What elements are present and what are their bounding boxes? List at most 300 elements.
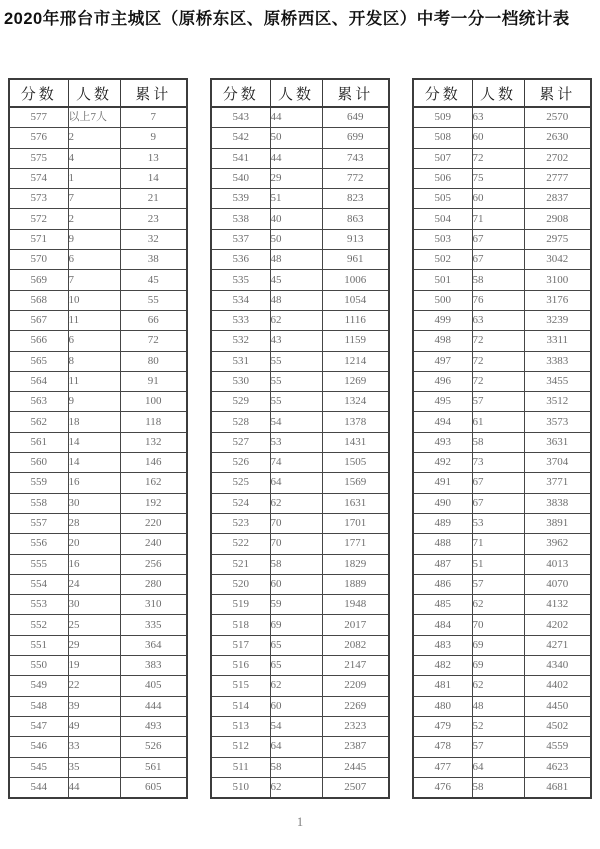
count-cell: 70	[270, 534, 322, 554]
count-cell: 16	[68, 554, 120, 574]
cumulative-cell: 743	[322, 148, 389, 168]
cumulative-cell: 1378	[322, 412, 389, 432]
count-cell: 44	[270, 148, 322, 168]
table-row	[413, 453, 591, 473]
table-row	[413, 635, 591, 655]
table-row	[413, 473, 591, 493]
cumulative-cell: 3512	[524, 392, 591, 412]
count-cell: 58	[270, 554, 322, 574]
table-row	[413, 777, 591, 798]
table-row	[211, 229, 389, 249]
table-row	[9, 716, 187, 736]
cumulative-cell: 961	[322, 250, 389, 270]
table-row	[211, 716, 389, 736]
cumulative-cell: 405	[120, 676, 187, 696]
cumulative-cell: 1948	[322, 595, 389, 615]
count-cell: 40	[270, 209, 322, 229]
score-cell: 492	[413, 453, 472, 473]
count-cell: 48	[270, 290, 322, 310]
cumulative-cell: 772	[322, 168, 389, 188]
table-row	[9, 331, 187, 351]
score-cell: 557	[9, 513, 68, 533]
count-cell: 73	[472, 453, 524, 473]
cumulative-cell: 4559	[524, 737, 591, 757]
cumulative-cell: 7	[120, 107, 187, 128]
score-cell: 490	[413, 493, 472, 513]
count-cell: 11	[68, 310, 120, 330]
cumulative-cell: 2507	[322, 777, 389, 798]
cumulative-cell: 2777	[524, 168, 591, 188]
count-cell: 72	[472, 371, 524, 391]
score-cell: 522	[211, 534, 270, 554]
score-cell: 529	[211, 392, 270, 412]
score-cell: 549	[9, 676, 68, 696]
count-cell: 63	[472, 310, 524, 330]
table-row	[9, 615, 187, 635]
count-cell: 24	[68, 574, 120, 594]
score-cell: 559	[9, 473, 68, 493]
score-cell: 510	[211, 777, 270, 798]
cumulative-cell: 3573	[524, 412, 591, 432]
score-cell: 576	[9, 128, 68, 148]
table-row	[211, 554, 389, 574]
score-cell: 521	[211, 554, 270, 574]
table-row	[211, 107, 389, 128]
count-cell: 62	[270, 493, 322, 513]
score-cell: 497	[413, 351, 472, 371]
table-row	[211, 656, 389, 676]
score-cell: 553	[9, 595, 68, 615]
table-row	[9, 209, 187, 229]
score-cell: 540	[211, 168, 270, 188]
cumulative-cell: 14	[120, 168, 187, 188]
table-row	[9, 148, 187, 168]
cumulative-cell: 100	[120, 392, 187, 412]
cumulative-cell: 1631	[322, 493, 389, 513]
score-cell: 537	[211, 229, 270, 249]
count-cell: 14	[68, 432, 120, 452]
table-row	[413, 493, 591, 513]
score-table-1	[8, 78, 188, 799]
cumulative-cell: 699	[322, 128, 389, 148]
count-cell: 35	[68, 757, 120, 777]
table-row	[211, 148, 389, 168]
cumulative-cell: 55	[120, 290, 187, 310]
table-row	[211, 392, 389, 412]
count-cell: 48	[472, 696, 524, 716]
table-row	[413, 757, 591, 777]
cumulative-cell: 3704	[524, 453, 591, 473]
table-row	[211, 250, 389, 270]
cumulative-cell: 2975	[524, 229, 591, 249]
count-cell: 50	[270, 128, 322, 148]
table-row	[413, 128, 591, 148]
cumulative-cell: 9	[120, 128, 187, 148]
count-cell: 7	[68, 270, 120, 290]
count-cell: 67	[472, 250, 524, 270]
table-row	[413, 737, 591, 757]
table-row	[211, 290, 389, 310]
count-cell: 1	[68, 168, 120, 188]
table-row	[211, 737, 389, 757]
count-cell: 50	[270, 229, 322, 249]
table-row	[413, 412, 591, 432]
table-row	[211, 513, 389, 533]
cumulative-cell: 1701	[322, 513, 389, 533]
count-cell: 70	[270, 513, 322, 533]
cumulative-cell: 32	[120, 229, 187, 249]
score-cell: 568	[9, 290, 68, 310]
count-cell: 57	[472, 392, 524, 412]
table-row	[211, 676, 389, 696]
count-cell: 58	[472, 432, 524, 452]
column-header: 累计	[524, 79, 591, 107]
cumulative-cell: 444	[120, 696, 187, 716]
cumulative-cell: 132	[120, 432, 187, 452]
cumulative-cell: 310	[120, 595, 187, 615]
count-cell: 29	[270, 168, 322, 188]
table-row	[9, 371, 187, 391]
score-cell: 478	[413, 737, 472, 757]
score-cell: 499	[413, 310, 472, 330]
cumulative-cell: 3239	[524, 310, 591, 330]
count-cell: 以上7人	[68, 107, 120, 128]
cumulative-cell: 1771	[322, 534, 389, 554]
cumulative-cell: 3631	[524, 432, 591, 452]
score-cell: 562	[9, 412, 68, 432]
cumulative-cell: 823	[322, 189, 389, 209]
table-row	[413, 209, 591, 229]
count-cell: 4	[68, 148, 120, 168]
cumulative-cell: 1431	[322, 432, 389, 452]
score-cell: 548	[9, 696, 68, 716]
score-cell: 528	[211, 412, 270, 432]
score-cell: 509	[413, 107, 472, 128]
score-cell: 527	[211, 432, 270, 452]
cumulative-cell: 146	[120, 453, 187, 473]
count-cell: 19	[68, 656, 120, 676]
score-cell: 536	[211, 250, 270, 270]
column-header: 人数	[270, 79, 322, 107]
count-cell: 64	[472, 757, 524, 777]
cumulative-cell: 3455	[524, 371, 591, 391]
cumulative-cell: 2630	[524, 128, 591, 148]
score-cell: 484	[413, 615, 472, 635]
score-cell: 476	[413, 777, 472, 798]
table-row	[9, 635, 187, 655]
table-row	[9, 250, 187, 270]
count-cell: 61	[472, 412, 524, 432]
table-row	[211, 493, 389, 513]
count-cell: 57	[472, 737, 524, 757]
count-cell: 55	[270, 392, 322, 412]
table-row	[9, 453, 187, 473]
score-cell: 514	[211, 696, 270, 716]
cumulative-cell: 383	[120, 656, 187, 676]
table-row	[211, 209, 389, 229]
count-cell: 60	[270, 574, 322, 594]
table-row	[211, 371, 389, 391]
table-row	[211, 777, 389, 798]
table-row	[413, 310, 591, 330]
score-cell: 570	[9, 250, 68, 270]
score-cell: 517	[211, 635, 270, 655]
cumulative-cell: 1324	[322, 392, 389, 412]
table-row	[413, 574, 591, 594]
tables-container	[8, 78, 592, 799]
table-row	[413, 189, 591, 209]
cumulative-cell: 4502	[524, 716, 591, 736]
score-cell: 513	[211, 716, 270, 736]
score-cell: 567	[9, 310, 68, 330]
table-row	[211, 168, 389, 188]
cumulative-cell: 240	[120, 534, 187, 554]
table-row	[211, 189, 389, 209]
score-cell: 483	[413, 635, 472, 655]
count-cell: 9	[68, 392, 120, 412]
table-row	[9, 656, 187, 676]
score-cell: 520	[211, 574, 270, 594]
table-row	[413, 432, 591, 452]
score-cell: 493	[413, 432, 472, 452]
score-cell: 547	[9, 716, 68, 736]
score-cell: 502	[413, 250, 472, 270]
score-cell: 539	[211, 189, 270, 209]
cumulative-cell: 1006	[322, 270, 389, 290]
count-cell: 58	[472, 270, 524, 290]
score-cell: 477	[413, 757, 472, 777]
table-row	[211, 310, 389, 330]
score-cell: 519	[211, 595, 270, 615]
count-cell: 60	[472, 189, 524, 209]
count-cell: 48	[270, 250, 322, 270]
table-row	[9, 290, 187, 310]
cumulative-cell: 335	[120, 615, 187, 635]
score-cell: 565	[9, 351, 68, 371]
score-cell: 569	[9, 270, 68, 290]
cumulative-cell: 1159	[322, 331, 389, 351]
table-row	[413, 351, 591, 371]
count-cell: 20	[68, 534, 120, 554]
score-cell: 572	[9, 209, 68, 229]
score-cell: 530	[211, 371, 270, 391]
table-row	[211, 270, 389, 290]
count-cell: 16	[68, 473, 120, 493]
count-cell: 65	[270, 635, 322, 655]
cumulative-cell: 66	[120, 310, 187, 330]
table-row	[413, 554, 591, 574]
table-row	[9, 310, 187, 330]
count-cell: 67	[472, 493, 524, 513]
table-row	[413, 392, 591, 412]
count-cell: 62	[270, 676, 322, 696]
count-cell: 7	[68, 189, 120, 209]
count-cell: 33	[68, 737, 120, 757]
column-header: 分数	[211, 79, 270, 107]
header-row	[9, 79, 187, 107]
score-cell: 556	[9, 534, 68, 554]
cumulative-cell: 3891	[524, 513, 591, 533]
score-cell: 555	[9, 554, 68, 574]
table-row	[413, 331, 591, 351]
table-row	[413, 716, 591, 736]
table-row	[9, 696, 187, 716]
cumulative-cell: 3176	[524, 290, 591, 310]
table-row	[413, 250, 591, 270]
header-row	[413, 79, 591, 107]
score-cell: 501	[413, 270, 472, 290]
table-row	[9, 229, 187, 249]
count-cell: 74	[270, 453, 322, 473]
table-row	[211, 128, 389, 148]
count-cell: 49	[68, 716, 120, 736]
count-cell: 28	[68, 513, 120, 533]
cumulative-cell: 2323	[322, 716, 389, 736]
cumulative-cell: 3962	[524, 534, 591, 554]
cumulative-cell: 162	[120, 473, 187, 493]
table-row	[9, 757, 187, 777]
cumulative-cell: 118	[120, 412, 187, 432]
table-row	[9, 168, 187, 188]
score-cell: 524	[211, 493, 270, 513]
cumulative-cell: 3042	[524, 250, 591, 270]
table-row	[211, 595, 389, 615]
cumulative-cell: 220	[120, 513, 187, 533]
table-row	[413, 676, 591, 696]
cumulative-cell: 2017	[322, 615, 389, 635]
count-cell: 2	[68, 128, 120, 148]
score-cell: 523	[211, 513, 270, 533]
table-row	[9, 676, 187, 696]
cumulative-cell: 45	[120, 270, 187, 290]
score-cell: 561	[9, 432, 68, 452]
table-row	[413, 270, 591, 290]
cumulative-cell: 2445	[322, 757, 389, 777]
count-cell: 62	[270, 777, 322, 798]
table-row	[413, 107, 591, 128]
table-row	[9, 554, 187, 574]
count-cell: 64	[270, 473, 322, 493]
table-row	[413, 656, 591, 676]
count-cell: 69	[472, 635, 524, 655]
score-cell: 479	[413, 716, 472, 736]
score-cell: 506	[413, 168, 472, 188]
table-row	[211, 615, 389, 635]
table-row	[9, 493, 187, 513]
column-header: 累计	[322, 79, 389, 107]
cumulative-cell: 1505	[322, 453, 389, 473]
column-header: 分数	[9, 79, 68, 107]
count-cell: 43	[270, 331, 322, 351]
score-cell: 488	[413, 534, 472, 554]
table-row	[413, 148, 591, 168]
cumulative-cell: 4202	[524, 615, 591, 635]
count-cell: 54	[270, 412, 322, 432]
table-row	[413, 595, 591, 615]
score-cell: 573	[9, 189, 68, 209]
score-cell: 512	[211, 737, 270, 757]
cumulative-cell: 23	[120, 209, 187, 229]
cumulative-cell: 4132	[524, 595, 591, 615]
cumulative-cell: 2269	[322, 696, 389, 716]
score-cell: 564	[9, 371, 68, 391]
score-cell: 551	[9, 635, 68, 655]
cumulative-cell: 605	[120, 777, 187, 798]
table-row	[9, 513, 187, 533]
score-cell: 518	[211, 615, 270, 635]
cumulative-cell: 4340	[524, 656, 591, 676]
count-cell: 25	[68, 615, 120, 635]
count-cell: 6	[68, 331, 120, 351]
cumulative-cell: 1569	[322, 473, 389, 493]
table-row	[211, 432, 389, 452]
count-cell: 22	[68, 676, 120, 696]
cumulative-cell: 1889	[322, 574, 389, 594]
cumulative-cell: 72	[120, 331, 187, 351]
table-row	[413, 290, 591, 310]
cumulative-cell: 561	[120, 757, 187, 777]
count-cell: 67	[472, 229, 524, 249]
table-row	[211, 757, 389, 777]
count-cell: 18	[68, 412, 120, 432]
table-row	[211, 534, 389, 554]
cumulative-cell: 4450	[524, 696, 591, 716]
count-cell: 55	[270, 371, 322, 391]
count-cell: 30	[68, 493, 120, 513]
score-cell: 545	[9, 757, 68, 777]
column-header: 分数	[413, 79, 472, 107]
count-cell: 69	[472, 656, 524, 676]
table-row	[211, 453, 389, 473]
score-cell: 487	[413, 554, 472, 574]
count-cell: 62	[472, 595, 524, 615]
score-cell: 535	[211, 270, 270, 290]
table-row	[211, 574, 389, 594]
count-cell: 76	[472, 290, 524, 310]
score-cell: 494	[413, 412, 472, 432]
score-cell: 503	[413, 229, 472, 249]
count-cell: 75	[472, 168, 524, 188]
table-row	[9, 412, 187, 432]
score-cell: 495	[413, 392, 472, 412]
score-cell: 491	[413, 473, 472, 493]
count-cell: 57	[472, 574, 524, 594]
score-cell: 566	[9, 331, 68, 351]
cumulative-cell: 863	[322, 209, 389, 229]
cumulative-cell: 1054	[322, 290, 389, 310]
page-title: 2020年邢台市主城区（原桥东区、原桥西区、开发区）中考一分一档统计表	[4, 10, 570, 28]
score-table-3	[412, 78, 592, 799]
table-row	[9, 351, 187, 371]
count-cell: 60	[270, 696, 322, 716]
count-cell: 8	[68, 351, 120, 371]
header-row	[211, 79, 389, 107]
table-row	[9, 737, 187, 757]
table-row	[211, 635, 389, 655]
cumulative-cell: 4070	[524, 574, 591, 594]
score-cell: 574	[9, 168, 68, 188]
count-cell: 53	[270, 432, 322, 452]
table-row	[413, 168, 591, 188]
column-header: 人数	[472, 79, 524, 107]
table-row	[9, 270, 187, 290]
score-cell: 485	[413, 595, 472, 615]
score-cell: 531	[211, 351, 270, 371]
count-cell: 51	[270, 189, 322, 209]
score-cell: 515	[211, 676, 270, 696]
count-cell: 9	[68, 229, 120, 249]
cumulative-cell: 80	[120, 351, 187, 371]
